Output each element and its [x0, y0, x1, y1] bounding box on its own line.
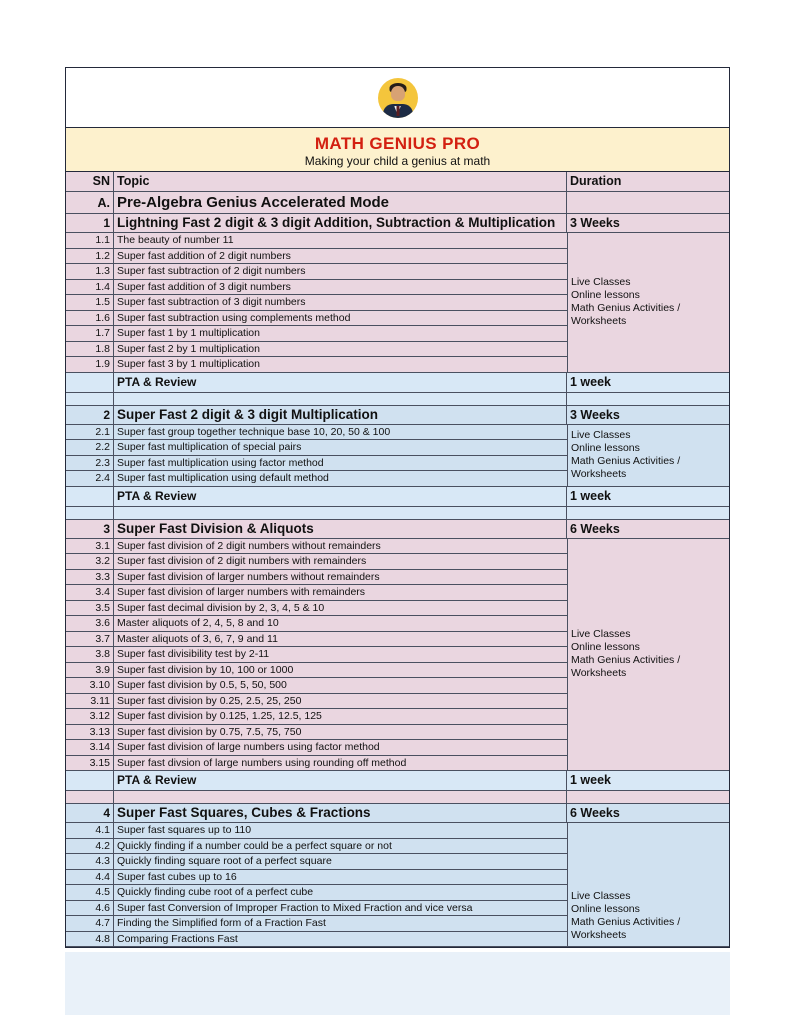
topic-row	[66, 885, 567, 901]
topic-label: Super fast division by 0.5, 5, 50, 500	[117, 679, 287, 691]
course-outline-sheet	[65, 67, 730, 1015]
topic-label: Super fast multiplication using factor method	[117, 456, 324, 469]
footer-band	[65, 952, 730, 1015]
delivery-cell	[567, 823, 729, 947]
section-duration: 3 Weeks	[570, 407, 620, 422]
instructor-avatar	[378, 78, 418, 118]
delivery-line: Math Genius Activities / Worksheets	[571, 302, 681, 328]
section	[66, 406, 729, 520]
review-label: PTA & Review	[114, 771, 567, 790]
spacer-sn	[66, 507, 114, 519]
topic-sn: 4.2	[66, 839, 114, 854]
topic-sn: 1.3	[66, 264, 114, 279]
topic-label: Super fast addition of 3 digit numbers	[117, 280, 291, 293]
delivery-cell	[567, 233, 729, 373]
section-body	[66, 425, 729, 487]
topic-row	[66, 725, 567, 741]
topic-sn: 3.9	[66, 663, 114, 678]
topic-row	[66, 932, 567, 948]
topic-row	[66, 311, 567, 327]
topic-row	[66, 694, 567, 710]
topic-label: Comparing Fractions Fast	[117, 932, 238, 945]
topic-sn: 3.2	[66, 554, 114, 569]
topic-label: Super fast division of larger numbers without remainders	[117, 570, 380, 583]
topic-label: Super fast multiplication using default method	[117, 472, 329, 484]
section-header-row	[66, 804, 729, 823]
spacer-row	[66, 791, 729, 804]
program-sn: A.	[66, 192, 114, 213]
topic-row	[66, 678, 567, 694]
topic-label: Super fast multiplication of special pairs	[117, 441, 302, 453]
topic-sn: 3.15	[66, 756, 114, 771]
delivery-line: Live Classes	[571, 628, 631, 641]
page-title: MATH GENIUS PRO	[314, 134, 481, 153]
section-body	[66, 539, 729, 772]
topic-label: Super fast subtraction using complements method	[117, 311, 351, 324]
topic-row	[66, 916, 567, 932]
section-duration: 6 Weeks	[570, 521, 620, 536]
spacer-duration	[567, 393, 729, 405]
topic-row	[66, 342, 567, 358]
topic-row	[66, 632, 567, 648]
topic-label: Super fast Conversion of Improper Fraction to Mixed Fraction and vice versa	[117, 901, 473, 914]
topic-row	[66, 740, 567, 756]
section-body	[66, 823, 729, 947]
review-label: PTA & Review	[114, 373, 567, 392]
avatar-tie	[396, 106, 399, 116]
section-title: Super Fast Squares, Cubes & Fractions	[114, 804, 567, 822]
topic-label: Finding the Simplified form of a Fraction Fast	[117, 917, 326, 929]
table-header-row	[66, 172, 729, 192]
topic-row	[66, 425, 567, 441]
topic-label: Super fast division of 2 digit numbers with remainders	[117, 555, 367, 567]
review-label: PTA & Review	[114, 487, 567, 506]
topic-row	[66, 839, 567, 855]
topic-sn: 1.1	[66, 233, 114, 248]
review-sn	[66, 373, 114, 392]
topic-sn: 3.13	[66, 725, 114, 740]
topic-label: Super fast decimal division by 2, 3, 4, 5 & 10	[117, 601, 325, 614]
section-header-row	[66, 406, 729, 425]
spacer-duration	[567, 791, 729, 803]
review-row	[66, 487, 729, 507]
topic-label: Quickly finding if a number could be a perfect square or not	[117, 839, 392, 852]
topic-label: Super fast 1 by 1 multiplication	[117, 327, 260, 339]
topic-row	[66, 554, 567, 570]
delivery-line: Math Genius Activities / Worksheets	[571, 654, 681, 680]
spacer-sn	[66, 393, 114, 405]
topic-label: Super fast division of 2 digit numbers without remainders	[117, 539, 381, 552]
topic-list	[66, 425, 567, 487]
program-title: Pre-Algebra Genius Accelerated Mode	[114, 192, 567, 213]
topic-sn: 1.6	[66, 311, 114, 326]
topic-row	[66, 663, 567, 679]
topic-sn: 3.4	[66, 585, 114, 600]
section-title: Lightning Fast 2 digit & 3 digit Addition, Subtraction & Multiplication	[114, 214, 567, 232]
topic-label: Super fast squares up to 110	[117, 824, 252, 836]
topic-sn: 3.6	[66, 616, 114, 631]
review-duration: 1 week	[570, 374, 612, 389]
delivery-cell	[567, 425, 729, 487]
section-number: 3	[66, 520, 114, 538]
delivery-line: Live Classes	[571, 429, 631, 441]
sn-header-cell: SN	[66, 172, 114, 191]
sections	[66, 214, 729, 947]
delivery-line: Live Classes	[571, 276, 631, 289]
topic-sn: 1.8	[66, 342, 114, 357]
topic-row	[66, 709, 567, 725]
topic-row	[66, 823, 567, 839]
topic-row	[66, 264, 567, 280]
topic-sn: 1.2	[66, 249, 114, 264]
topic-sn: 4.8	[66, 932, 114, 947]
page-subtitle: Making your child a genius at math	[304, 154, 491, 168]
topic-sn: 4.4	[66, 870, 114, 885]
review-sn	[66, 487, 114, 506]
program-row	[66, 192, 729, 214]
section	[66, 520, 729, 805]
topic-label: Super fast subtraction of 3 digit numbers	[117, 296, 306, 308]
section-duration: 6 Weeks	[570, 806, 620, 820]
topic-label: Master aliquots of 3, 6, 7, 9 and 11	[117, 632, 278, 645]
topic-label: Super fast subtraction of 2 digit numbers	[117, 265, 306, 277]
topic-sn: 3.14	[66, 740, 114, 755]
topic-label: Super fast division of larger numbers with remainders	[117, 586, 366, 598]
spacer-row	[66, 507, 729, 520]
topic-row	[66, 326, 567, 342]
topic-label: Super fast division of large numbers using factor method	[117, 741, 380, 753]
delivery-line: Online lessons	[571, 289, 640, 302]
section-title: Super Fast 2 digit & 3 digit Multiplication	[114, 406, 567, 424]
topic-sn: 4.7	[66, 916, 114, 931]
topic-row	[66, 601, 567, 617]
topic-label: Super fast cubes up to 16	[117, 870, 237, 883]
topic-sn: 1.7	[66, 326, 114, 341]
review-duration: 1 week	[570, 773, 612, 787]
topic-row	[66, 570, 567, 586]
topic-label: Super fast division by 0.75, 7.5, 75, 750	[117, 725, 302, 738]
topic-label: Super fast division by 0.25, 2.5, 25, 250	[117, 694, 302, 707]
spacer-topic	[114, 507, 567, 519]
topic-sn: 2.1	[66, 425, 114, 440]
topic-sn: 3.12	[66, 709, 114, 724]
topic-sn: 4.3	[66, 854, 114, 869]
delivery-line: Online lessons	[571, 903, 640, 915]
topic-label: Super fast divsion of large numbers using rounding off method	[117, 756, 407, 769]
avatar-face	[391, 86, 405, 101]
topic-sn: 3.8	[66, 647, 114, 662]
duration-header-cell: Duration	[570, 174, 622, 188]
topic-row	[66, 616, 567, 632]
delivery-line: Math Genius Activities / Worksheets	[571, 916, 681, 941]
topic-label: Master aliquots of 2, 4, 5, 8 and 10	[117, 617, 279, 629]
topic-sn: 3.1	[66, 539, 114, 554]
topic-label: Super fast division by 0.125, 1.25, 12.5, 125	[117, 710, 322, 722]
delivery-line: Online lessons	[571, 641, 640, 654]
topic-sn: 2.2	[66, 440, 114, 455]
topic-list	[66, 539, 567, 772]
topic-row	[66, 295, 567, 311]
spacer-topic	[114, 393, 567, 405]
topic-row	[66, 280, 567, 296]
review-row	[66, 771, 729, 791]
topic-list	[66, 823, 567, 947]
topic-row	[66, 539, 567, 555]
section	[66, 804, 729, 947]
topic-sn: 4.1	[66, 823, 114, 838]
section-header-row	[66, 520, 729, 539]
topic-label: Super fast 3 by 1 multiplication	[117, 358, 260, 370]
spacer-sn	[66, 791, 114, 803]
review-duration: 1 week	[570, 488, 612, 503]
section-title: Super Fast Division & Aliquots	[114, 520, 567, 538]
spacer-duration	[567, 507, 729, 519]
topic-row	[66, 854, 567, 870]
review-sn	[66, 771, 114, 790]
section-number: 4	[66, 804, 114, 822]
delivery-cell	[567, 539, 729, 772]
topic-sn: 1.5	[66, 295, 114, 310]
topic-sn: 3.10	[66, 678, 114, 693]
review-row	[66, 373, 729, 393]
topic-row	[66, 901, 567, 917]
section-number: 2	[66, 406, 114, 424]
topic-label: Super fast 2 by 1 multiplication	[117, 342, 260, 355]
section-number: 1	[66, 214, 114, 232]
topic-sn: 4.5	[66, 885, 114, 900]
logo-block	[65, 67, 730, 128]
program-duration	[567, 192, 729, 213]
topic-sn: 3.5	[66, 601, 114, 616]
title-banner	[65, 128, 730, 172]
topic-sn: 3.11	[66, 694, 114, 709]
topic-row	[66, 756, 567, 772]
spacer-topic	[114, 791, 567, 803]
topic-row	[66, 585, 567, 601]
topic-row	[66, 647, 567, 663]
topic-row	[66, 456, 567, 472]
topic-sn: 3.7	[66, 632, 114, 647]
topic-row	[66, 249, 567, 265]
topic-row	[66, 440, 567, 456]
topic-sn: 1.9	[66, 357, 114, 372]
topic-row	[66, 357, 567, 373]
topic-row	[66, 471, 567, 487]
topic-label: Quickly finding cube root of a perfect cube	[117, 886, 314, 898]
delivery-line: Live Classes	[571, 890, 631, 902]
topic-sn: 3.3	[66, 570, 114, 585]
delivery-line: Math Genius Activities / Worksheets	[571, 455, 681, 480]
section-duration: 3 Weeks	[570, 216, 620, 230]
section-header-row	[66, 214, 729, 233]
topic-sn: 2.4	[66, 471, 114, 486]
topic-sn: 1.4	[66, 280, 114, 295]
section-body	[66, 233, 729, 373]
topic-row	[66, 870, 567, 886]
topic-label: Super fast division by 10, 100 or 1000	[117, 663, 294, 676]
topic-label: The beauty of number 11	[117, 234, 234, 246]
topic-label: Super fast addition of 2 digit numbers	[117, 249, 291, 262]
topic-list	[66, 233, 567, 373]
topic-label: Super fast group together technique base 10, 20, 50 & 100	[117, 425, 391, 438]
spacer-row	[66, 393, 729, 406]
curriculum-table	[65, 172, 730, 948]
section	[66, 214, 729, 406]
topic-label: Quickly finding square root of a perfect square	[117, 855, 332, 867]
topic-sn: 4.6	[66, 901, 114, 916]
topic-header-cell: Topic	[114, 172, 567, 191]
delivery-line: Online lessons	[571, 442, 640, 454]
topic-row	[66, 233, 567, 249]
topic-label: Super fast divisibility test by 2-11	[117, 648, 270, 660]
topic-sn: 2.3	[66, 456, 114, 471]
